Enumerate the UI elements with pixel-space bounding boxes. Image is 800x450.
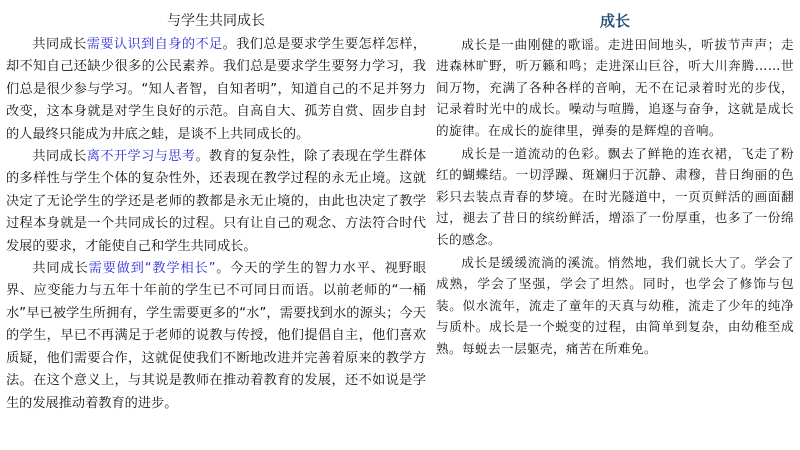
right-article-title: 成长 (599, 12, 630, 30)
right-article (430, 0, 800, 359)
left-paragraph-3 (6, 258, 426, 415)
paragraph-lead: 共同成长 (32, 149, 87, 165)
highlight-phrase: 需要认识到自身的不足 (86, 37, 223, 52)
left-article-title: 与学生共同成长 (167, 13, 265, 29)
paragraph-lead: 共同成长 (32, 261, 89, 277)
highlight-phrase: 离不开学习与思考 (86, 149, 196, 165)
paragraph-lead: 共同成长 (32, 37, 87, 52)
right-paragraph-2: 成长是一道流动的色彩。飘去了鲜艳的连衣裙，飞走了粉红的蝴蝶结。一切浮躁、斑斓归于沉静、肃穆，昔日绚丽的色彩只去装点青春的梦境。在时光隧道中，一页页鲜活的画面翻过，褪去了昔日的缤纷鲜活，增添了一份厚重，也多了一份绵长的感念。 (436, 146, 794, 247)
highlight-phrase: 需要做到“教学相长” (88, 261, 216, 277)
right-paragraph-3: 成长是缓缓流淌的溪流。悄然地，我们就长大了。学会了成熟，学会了坚强，学会了坦然。同时，也学会了修饰与包装。似水流年，流走了童年的天真与幼稚，流走了少年的纯净与质朴。成长是一个蜕变的过程，由简单到复杂，由幼稚至成熟。每蜕去一层躯壳，痛苦在所难免。 (436, 255, 794, 356)
right-paragraph-1: 成长是一曲刚健的歌谣。走进田间地头，听拔节声声；走进森林旷野，听万籁和鸣；走进深山巨谷，听大川奔腾……世间万物，充满了各种各样的音响，无不在记录着时光的步伐，记录着时光中的成长。噪动与喧腾，追逐与奋争，这就是成长的旋律。在成长的旋律里，弹奏的是辉煌的音响。 (436, 37, 794, 138)
paragraph-body: 。教育的复杂性，除了表现在学生群体的多样性与学生个体的复杂性外，还表现在教学过程的永无止境。这就决定了无论学生的学还是老师的教都是永无止境的，由此也决定了教学过程本身就是一个共同成长的过程。只有让自己的观念、方法符合时代发展的要求，才能使自己和学生共同成长。 (6, 149, 427, 254)
paragraph-body: 。我们总是要求学生要怎样怎样，却不知自己还缺少很多的公民素养。我们总是要求学生要努力学习，我们总是很少参与学习。“知人者智，自知者明”，知道自己的不足并努力改变，这本身就是对学生良好的示范。自高自大、孤芳自赏、固步自封的人最终只能成为井底之蛙，是谈不上共同成长的。 (6, 37, 427, 142)
left-paragraph-2 (6, 146, 426, 258)
paragraph-body: 。今天的学生的智力水平、视野眼界、应变能力与五年十年前的学生已不可同日而语。以前老师的“一桶水”早已被学生所拥有，学生需要更多的“水”，需要找到水的源头；今天的学生，早已不再满足于老师的说教与传授，他们提倡自主，他们喜欢质疑，他们需要合作，这就促使我们不断地改进并完善着原来的教学方法。在这个意义上，与其说是教师在推动着教育的发展，还不如说是学生的发展推动着教育的进步。 (6, 261, 427, 411)
left-paragraph-1 (6, 34, 426, 146)
left-article (0, 0, 430, 415)
